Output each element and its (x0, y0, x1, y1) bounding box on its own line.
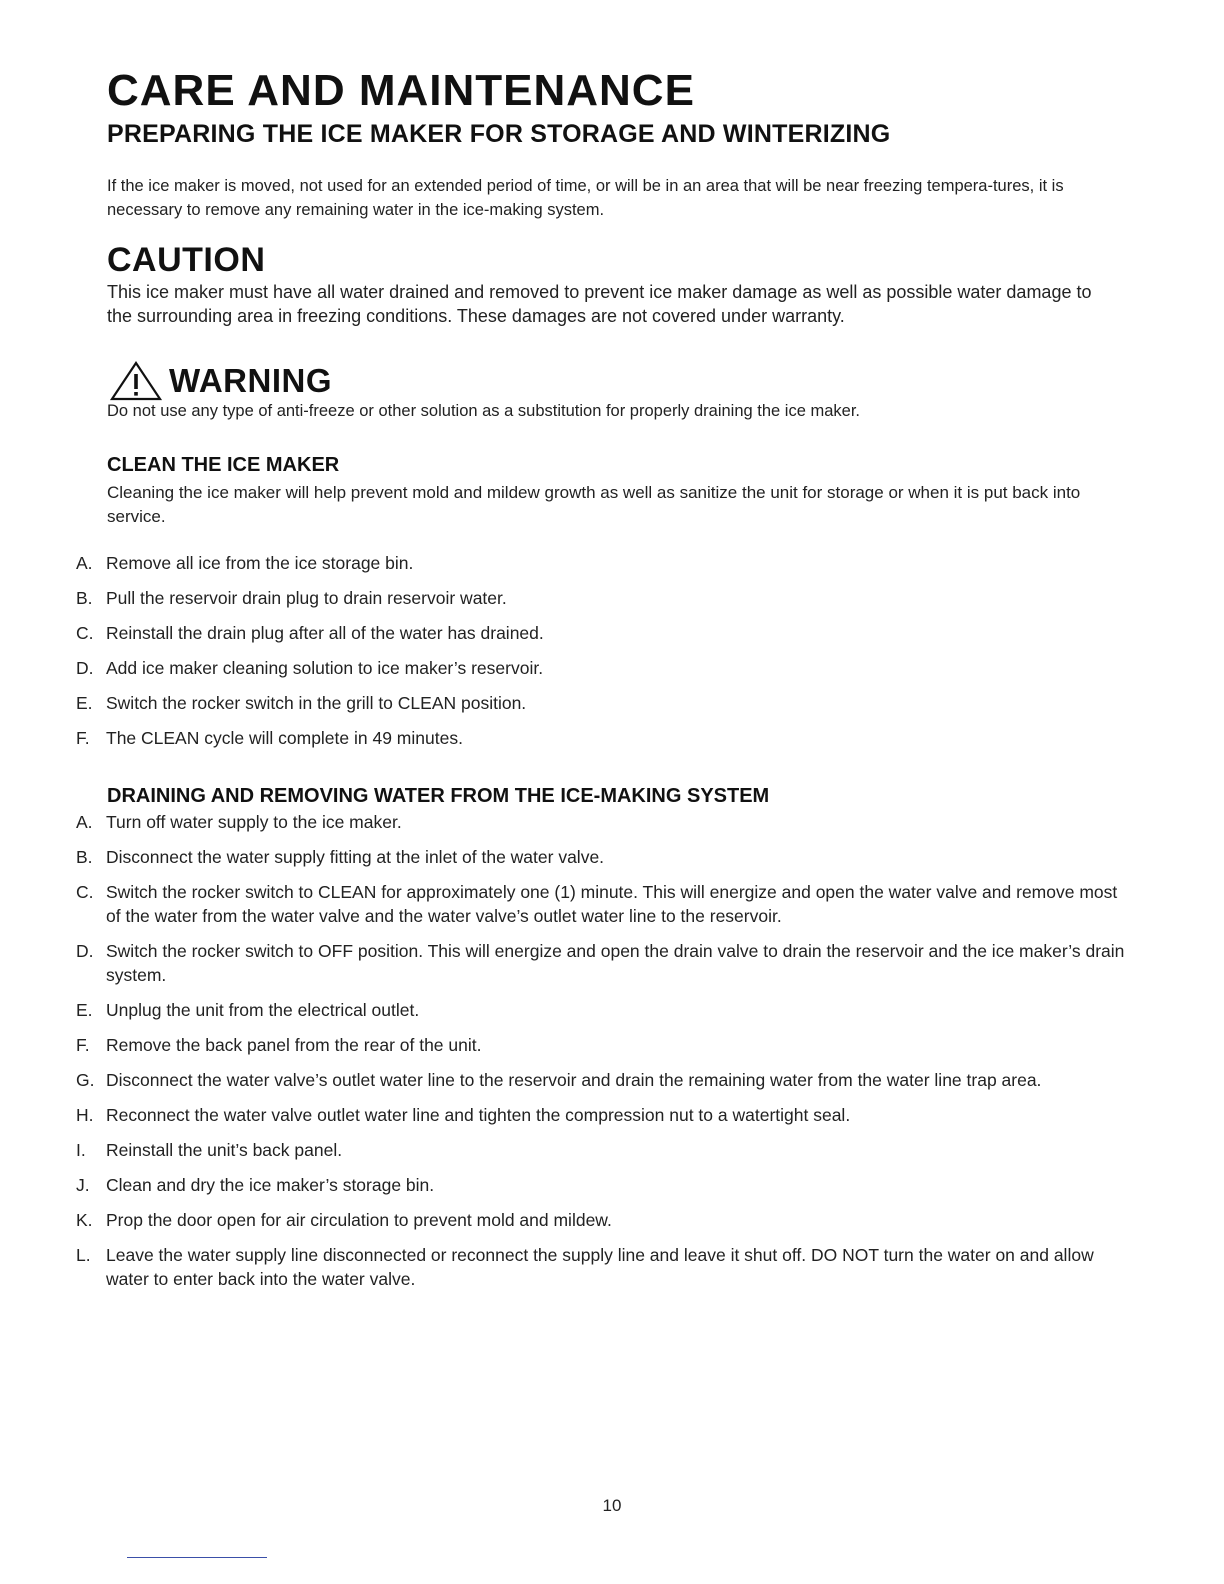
step-letter: C. (76, 882, 94, 902)
step-text: Reinstall the unit’s back panel. (106, 1140, 343, 1160)
step-text: Leave the water supply line disconnected or reconnect the supply line and leave it shut off. DO NOT turn the water on and allow water to enter back into the water valve. (106, 1245, 1094, 1289)
clean-step (76, 551, 1136, 575)
step-text: Add ice maker cleaning solution to ice maker’s reservoir. (106, 658, 544, 678)
step-text: Switch the rocker switch to OFF position. This will energize and open the drain valve to drain the reservoir and the ice maker’s drain system. (106, 941, 1125, 985)
step-letter: G. (76, 1070, 95, 1090)
step-text: Disconnect the water valve’s outlet water line to the reservoir and drain the remaining water from the water line trap area. (106, 1070, 1042, 1090)
step-letter: L. (76, 1245, 91, 1265)
draining-step (76, 1243, 1136, 1291)
step-text: Remove the back panel from the rear of the unit. (106, 1035, 482, 1055)
step-letter: H. (76, 1105, 94, 1125)
draining-step (76, 998, 1136, 1022)
draining-step (76, 1208, 1136, 1232)
clean-step (76, 621, 1136, 645)
step-letter: E. (76, 1000, 93, 1020)
step-letter: C. (76, 623, 94, 643)
step-letter: D. (76, 658, 94, 678)
draining-step (76, 1138, 1136, 1162)
step-letter: K. (76, 1210, 93, 1230)
step-text: Switch the rocker switch in the grill to CLEAN position. (106, 693, 527, 713)
draining-step (76, 880, 1136, 928)
step-text: Reinstall the drain plug after all of the water has drained. (106, 623, 544, 643)
warning-heading: WARNING (169, 362, 332, 399)
clean-section-description: Cleaning the ice maker will help prevent mold and mildew growth as well as sanitize the unit for storage or when it is put back into service. (107, 483, 1081, 526)
step-letter: A. (76, 553, 93, 573)
caution-text: This ice maker must have all water drained and removed to prevent ice maker damage as well as possible water damage to the surrounding area in freezing conditions. These damages are not covered under warranty. (107, 282, 1092, 326)
draining-steps-list (76, 810, 1136, 1302)
step-text: Disconnect the water supply fitting at the inlet of the water valve. (106, 847, 605, 867)
draining-step (76, 1068, 1136, 1092)
step-letter: E. (76, 693, 93, 713)
step-letter: F. (76, 728, 90, 748)
step-text: Pull the reservoir drain plug to drain reservoir water. (106, 588, 507, 608)
step-text: Reconnect the water valve outlet water line and tighten the compression nut to a watertight seal. (106, 1105, 851, 1125)
clean-step (76, 586, 1136, 610)
page-subtitle: PREPARING THE ICE MAKER FOR STORAGE AND WINTERIZING (107, 120, 891, 148)
step-letter: D. (76, 941, 94, 961)
step-text: Switch the rocker switch to CLEAN for approximately one (1) minute. This will energize and open the water valve and remove most of the water from the water valve and the water valve’s outlet water line to the reservoir. (106, 882, 1118, 926)
step-letter: I. (76, 1140, 86, 1160)
draining-step (76, 845, 1136, 869)
page-number: 10 (602, 1496, 622, 1515)
clean-step (76, 691, 1136, 715)
caution-heading: CAUTION (107, 241, 266, 279)
clean-step (76, 656, 1136, 680)
footer-divider (127, 1557, 267, 1558)
page-title: CARE AND MAINTENANCE (107, 66, 695, 115)
step-letter: B. (76, 588, 93, 608)
step-text: The CLEAN cycle will complete in 49 minutes. (106, 728, 463, 748)
clean-step (76, 726, 1136, 750)
step-text: Unplug the unit from the electrical outlet. (106, 1000, 420, 1020)
draining-section-heading: DRAINING AND REMOVING WATER FROM THE ICE-MAKING SYSTEM (107, 785, 770, 807)
clean-section-heading: CLEAN THE ICE MAKER (107, 454, 340, 476)
step-letter: J. (76, 1175, 90, 1195)
clean-steps-list (76, 551, 1136, 761)
intro-paragraph: If the ice maker is moved, not used for an extended period of time, or will be in an area that will be near freezing tempera-tures, it is necessary to remove any remaining water in the ice-making system. (107, 177, 1064, 219)
step-text: Turn off water supply to the ice maker. (106, 812, 402, 832)
warning-header (109, 360, 332, 402)
draining-step (76, 810, 1136, 834)
step-text: Prop the door open for air circulation to prevent mold and mildew. (106, 1210, 612, 1230)
draining-step (76, 1103, 1136, 1127)
warning-text: Do not use any type of anti-freeze or other solution as a substitution for properly draining the ice maker. (107, 402, 860, 420)
warning-triangle-icon (109, 360, 163, 402)
step-letter: F. (76, 1035, 90, 1055)
step-text: Remove all ice from the ice storage bin. (106, 553, 414, 573)
step-letter: B. (76, 847, 93, 867)
draining-step (76, 1173, 1136, 1197)
step-letter: A. (76, 812, 93, 832)
draining-step (76, 1033, 1136, 1057)
step-text: Clean and dry the ice maker’s storage bin. (106, 1175, 435, 1195)
draining-step (76, 939, 1136, 987)
